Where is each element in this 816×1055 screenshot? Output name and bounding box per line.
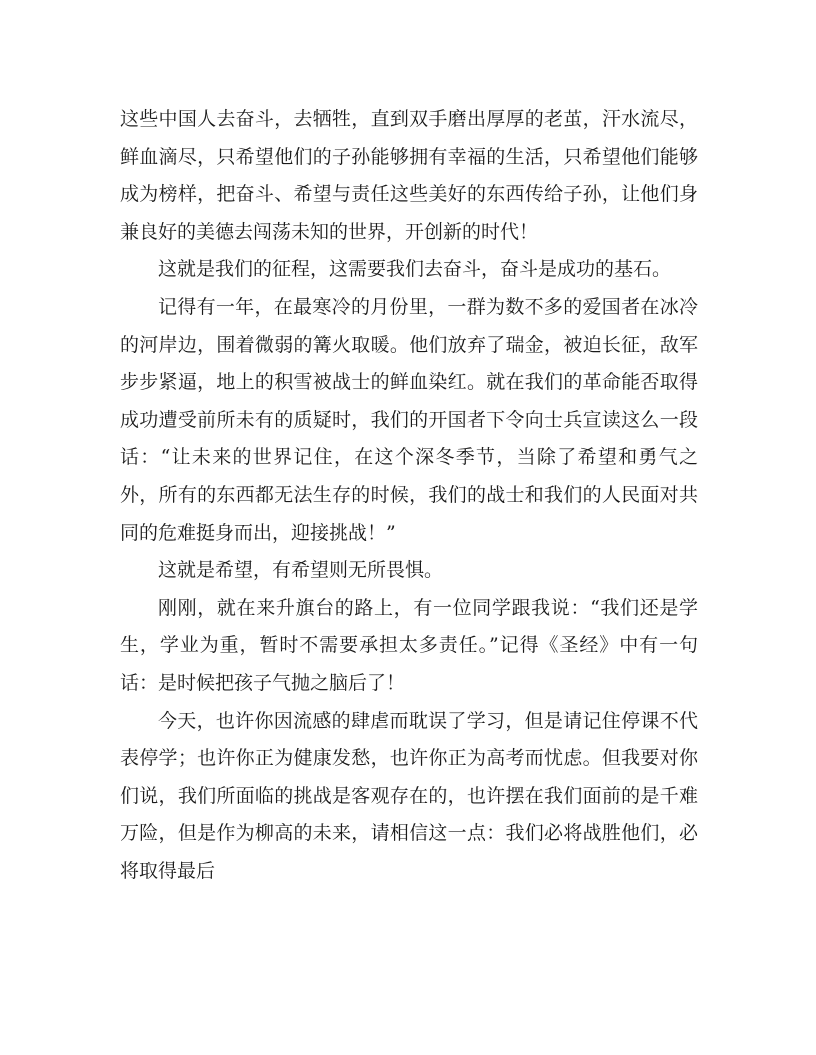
paragraph: 记得有一年，在最寒冷的月份里，一群为数不多的爱国者在冰冷的河岸边，围着微弱的篝火取暖。他们放弃了瑞金，被迫长征，敌军步步紧逼，地上的积雪被战士的鲜血染红。就在我们的革命能否取得成功遭受前所未有的质疑时，我们的开国者下令向士兵宣读这么一段话：“让未来的世界记住，在这个深冬季节，当除了希望和勇气之外，所有的东西都无法生存的时候，我们的战士和我们的人民面对共同的危难挺身而出，迎接挑战！” [120,295,698,544]
paragraph: 这就是希望，有希望则无所畏惧。 [158,559,444,582]
document-body [120,101,698,890]
paragraph: 刚刚，就在来升旗台的路上，有一位同学跟我说：“我们还是学生，学业为重，暂时不需要承担太多责任。”记得《圣经》中有一句话：是时候把孩子气抛之脑后了！ [120,596,698,694]
paragraph: 今天，也许你因流感的肆虐而耽误了学习，但是请记住停课不代表停学；也许你正为健康发愁，也许你正为高考而忧虑。但我要对你们说，我们所面临的挑战是客观存在的，也许摆在我们面前的是千难万险，但是作为柳高的未来，请相信这一点：我们必将战胜他们，必将取得最后 [120,709,698,882]
paragraph: 这就是我们的征程，这需要我们去奋斗，奋斗是成功的基石。 [158,258,672,281]
paragraph-continuation: 这些中国人去奋斗，去牺牲，直到双手磨出厚厚的老茧，汗水流尽，鲜血滴尽，只希望他们的子孙能够拥有幸福的生活，只希望他们能够成为榜样，把奋斗、希望与责任这些美好的东西传给子孙，让他们身兼良好的美德去闯荡未知的世界，开创新的时代！ [120,108,698,243]
